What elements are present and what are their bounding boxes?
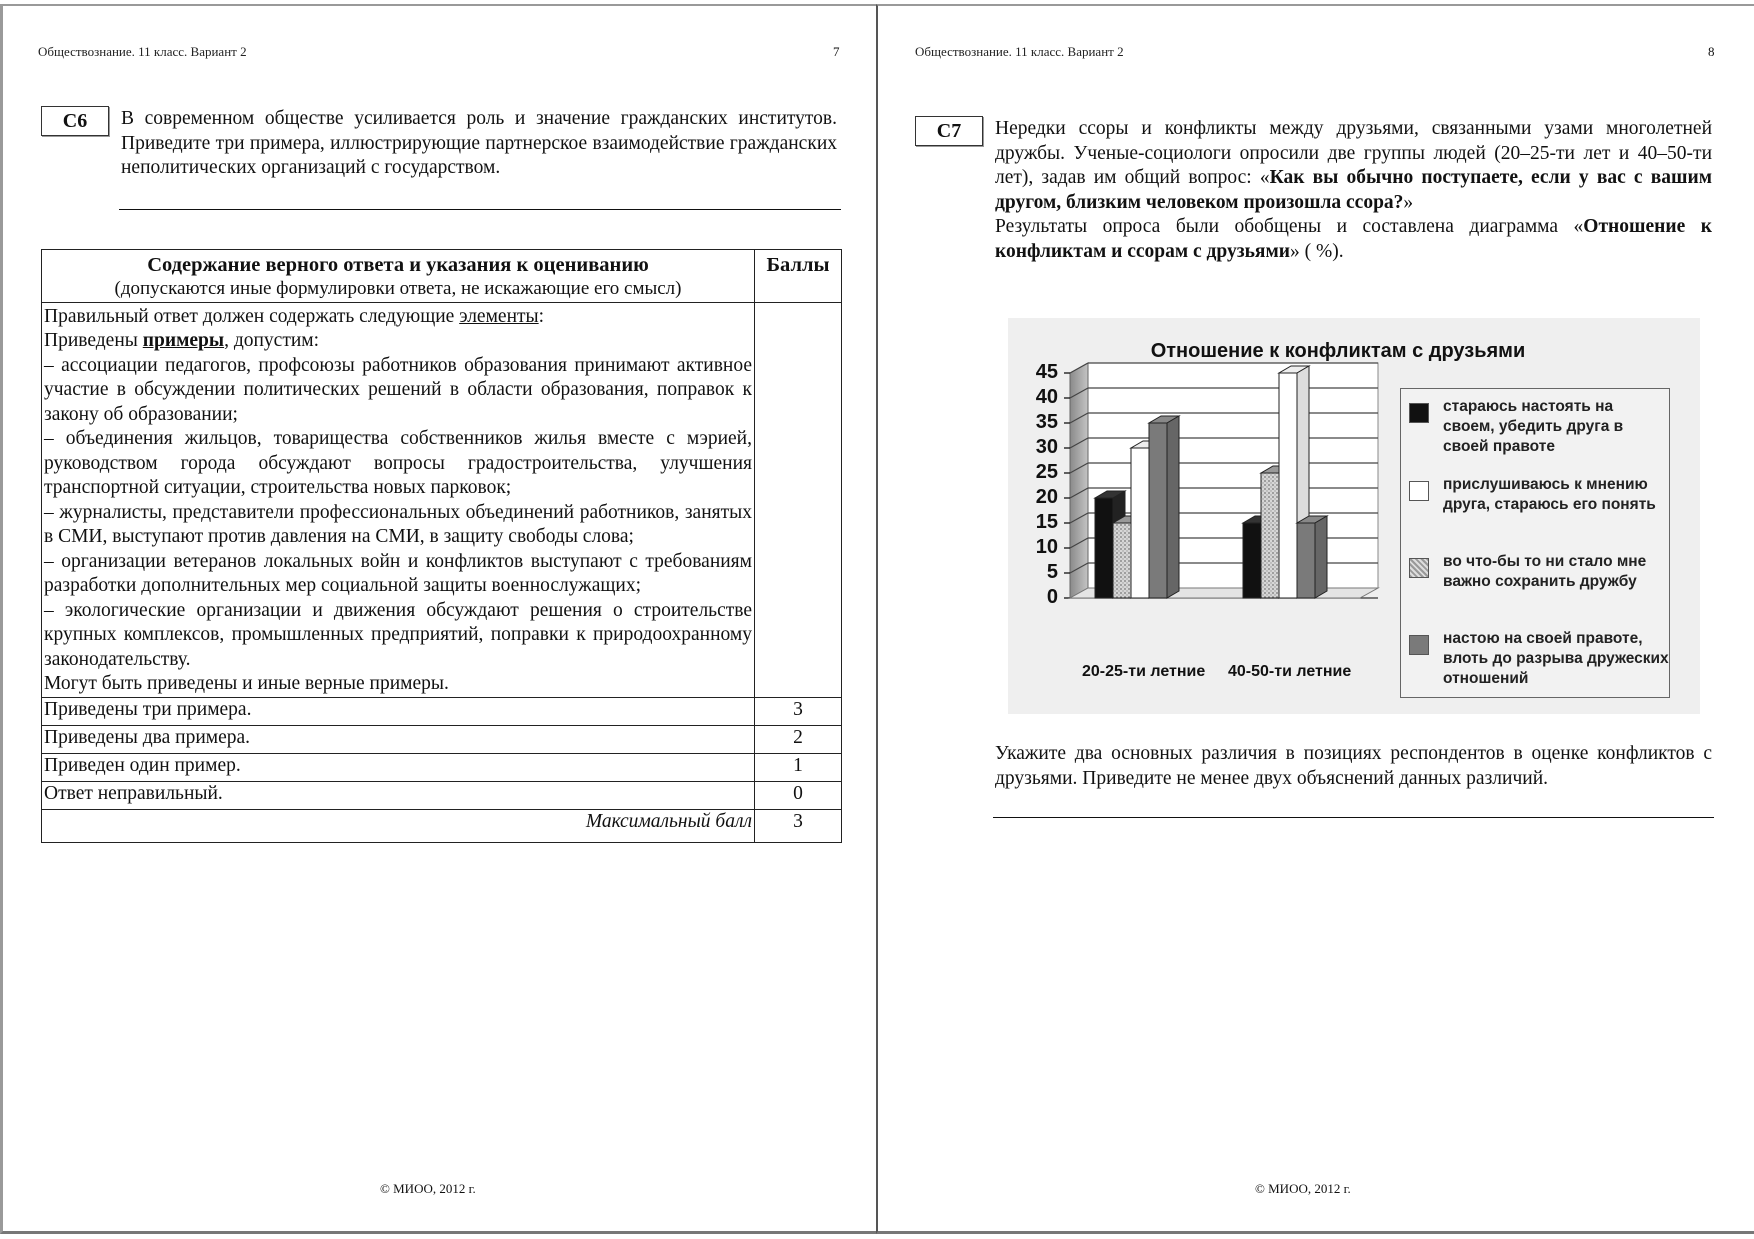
score-label: Ответ неправильный. <box>42 781 755 809</box>
y-tick: 10 <box>1035 536 1058 558</box>
y-tick: 45 <box>1035 361 1058 383</box>
criteria-intro-1 <box>44 305 752 330</box>
criteria-header-row <box>42 250 842 303</box>
legend-label: настою на своей правоте, влоть до разрыва дружеских отношений <box>1443 630 1669 687</box>
y-tick: 40 <box>1035 386 1058 408</box>
y-tick: 0 <box>1046 586 1058 608</box>
max-score-row <box>42 809 842 842</box>
score-value: 1 <box>755 753 842 781</box>
question-bold: Как вы обычно поступаете, если у вас с вашим другом, близким человеком произошла ссора? <box>995 167 1712 213</box>
page-footer: © МИОО, 2012 г. <box>1255 1181 1351 1196</box>
task-id-badge: С7 <box>915 116 983 146</box>
divider <box>993 817 1714 818</box>
task-id-badge: С6 <box>41 106 109 136</box>
example-item: – объединения жильцов, товарищества собственников жилья вместе с мэрией, руководством города обсуждают вопросы градостроительства, улучшения транспортной ситуации, строительства новых парковок; <box>44 428 752 498</box>
example-item: – экологические организации и движения обсуждают решения о строительстве крупных комплексов, промышленных предприятий, поправки к природоохранному законодательству. <box>44 599 752 670</box>
bar-chart <box>1008 318 1700 714</box>
y-tick: 35 <box>1035 411 1058 433</box>
page-footer: © МИОО, 2012 г. <box>380 1181 476 1196</box>
y-tick: 30 <box>1035 436 1058 458</box>
score-row <box>42 725 842 753</box>
legend-item <box>1409 629 1669 689</box>
empty-score-cell <box>755 302 842 697</box>
task-followup: Укажите два основных различия в позициях респондентов в оценке конфликтов с друзьями. Приведите не менее двух объяснений данных различий. <box>995 743 1712 789</box>
question-text: » <box>1403 191 1414 213</box>
legend-swatch-gray <box>1409 635 1429 655</box>
chart-title: Отношение к конфликтам с друзьями <box>1150 340 1526 362</box>
question-text: Нередки ссоры и конфликты между друзьями, связанными узами многолетней дружбы. Ученые-социологи опросили две группы людей (20–25-ти лет и 40–50-ти лет), задав им общий вопрос: « <box>995 118 1712 188</box>
chart-plot-area <box>1008 348 1408 648</box>
chart-reference-bold: Отношение к конфликтам и ссорам с друзьями <box>995 216 1712 262</box>
score-value: 3 <box>755 697 842 725</box>
legend-swatch-black <box>1409 403 1429 423</box>
criteria-intro-2 <box>44 329 752 354</box>
criteria-body-row <box>42 302 842 697</box>
score-row <box>42 697 842 725</box>
score-value: 2 <box>755 725 842 753</box>
legend-swatch-white <box>1409 481 1429 501</box>
criteria-table <box>41 249 842 843</box>
legend-label: стараюсь настоять на своем, убедить друга в своей правоте <box>1443 398 1624 455</box>
example-item: – организации ветеранов локальных войн и конфликтов выступают с требованиям разработки дополнительных мер социальной защиты военнослужащих; <box>44 550 752 596</box>
score-label: Приведен один пример. <box>42 753 755 781</box>
divider <box>119 209 841 210</box>
score-label: Приведены два примера. <box>42 725 755 753</box>
intro-examples-bold: примеры <box>142 330 225 351</box>
intro-colon: : <box>538 305 545 327</box>
question-text: Результаты опроса были обобщены и составлена диаграмма « <box>995 216 1584 237</box>
page-header: Обществознание. 11 класс. Вариант 2 <box>38 44 247 59</box>
page-number: 8 <box>1708 44 1715 59</box>
criteria-header-title: Содержание верного ответа и указания к оцениванию <box>147 254 649 276</box>
legend-swatch-dotted <box>1409 558 1429 578</box>
intro-text: Правильный ответ должен содержать следующие <box>44 305 460 327</box>
y-tick: 15 <box>1035 511 1058 533</box>
legend-label: во что-бы то ни стало мне важно сохранить дружбу <box>1443 553 1647 590</box>
task-question <box>995 117 1712 264</box>
score-row <box>42 781 842 809</box>
y-tick: 25 <box>1035 461 1058 483</box>
legend-item <box>1409 475 1669 515</box>
x-category-label: 40-50-ти летние <box>1228 663 1352 680</box>
max-score-label: Максимальный балл <box>42 809 755 842</box>
legend-item <box>1409 397 1669 457</box>
intro-text: , допустим: <box>224 330 320 351</box>
y-tick: 20 <box>1035 486 1058 508</box>
legend-label: прислушиваюсь к мнению друга, стараюсь его понять <box>1443 476 1656 513</box>
page-number: 7 <box>833 44 840 59</box>
y-tick: 5 <box>1046 561 1058 583</box>
example-item: – ассоциации педагогов, профсоюзы работников образования принимают активное участие в обсуждении политических решений в области образования, поправок к закону об образовании; <box>44 354 752 425</box>
example-item: – журналисты, представители профессиональных объединений работников, занятых в СМИ, выступают против давления на СМИ, в защиту свободы слова; <box>44 501 752 547</box>
question-text: » ( %). <box>1289 240 1344 262</box>
page-right <box>876 4 1754 1234</box>
chart-legend <box>1400 388 1670 698</box>
criteria-closing: Могут быть приведены и иные верные примеры. <box>44 673 449 694</box>
intro-text: Приведены <box>44 330 143 351</box>
criteria-header-subtitle: (допускаются иные формулировки ответа, не искажающие его смысл) <box>114 277 682 299</box>
page-left <box>0 4 876 1234</box>
max-score-value: 3 <box>755 809 842 842</box>
task-question: В современном обществе усиливается роль и значение гражданских институтов. Приведите три примера, иллюстрирующие партнерское взаимодействие гражданских неполитических организаций с государством. <box>121 108 837 178</box>
score-value: 0 <box>755 781 842 809</box>
page-header: Обществознание. 11 класс. Вариант 2 <box>915 44 1124 59</box>
score-label: Приведены три примера. <box>42 697 755 725</box>
intro-elements-underlined: элементы <box>459 305 539 327</box>
x-category-label: 20-25-ти летние <box>1082 663 1206 680</box>
score-row <box>42 753 842 781</box>
legend-item <box>1409 552 1669 592</box>
score-column-header: Баллы <box>755 250 842 303</box>
